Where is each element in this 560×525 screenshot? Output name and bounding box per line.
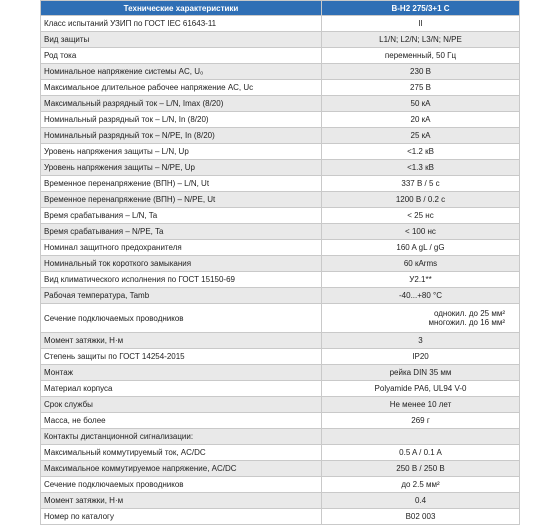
row-value-line2: многожил. до 16 мм²	[428, 318, 505, 327]
row-label: Временное перенапряжение (ВПН) – N/PE, Ut	[41, 192, 322, 208]
row-value: IP20	[322, 349, 520, 365]
row-label: Рабочая температура, Tamb	[41, 288, 322, 304]
table-row	[41, 80, 520, 96]
row-value: рейка DIN 35 мм	[322, 365, 520, 381]
row-value: -40...+80 °С	[322, 288, 520, 304]
row-value: 275 В	[322, 80, 520, 96]
row-label: Максимальное длительное рабочее напряжение AC, Uc	[41, 80, 322, 96]
row-label: Номинал защитного предохранителя	[41, 240, 322, 256]
row-label: Вид защиты	[41, 32, 322, 48]
row-value: 0.4	[322, 493, 520, 509]
row-value: < 100 нс	[322, 224, 520, 240]
row-value: <1.3 кВ	[322, 160, 520, 176]
row-label: Уровень напряжения защиты – L/N, Up	[41, 144, 322, 160]
row-value: < 25 нс	[322, 208, 520, 224]
row-label: Номер по каталогу	[41, 509, 322, 525]
table-row	[41, 509, 520, 525]
table-row	[41, 48, 520, 64]
row-value	[322, 429, 520, 445]
table-header-row	[41, 1, 520, 16]
row-value: В02 003	[322, 509, 520, 525]
row-label: Момент затяжки, Н·м	[41, 493, 322, 509]
table-row	[41, 445, 520, 461]
row-value: 3	[322, 333, 520, 349]
row-value: L1/N; L2/N; L3/N; N/PE	[322, 32, 520, 48]
table-row	[41, 64, 520, 80]
row-value: Polyamide PA6, UL94 V-0	[322, 381, 520, 397]
row-label: Контакты дистанционной сигнализации:	[41, 429, 322, 445]
header-model: В-Н2 275/3+1 С	[322, 1, 520, 16]
row-label: Номинальное напряжение системы AC, U₀	[41, 64, 322, 80]
row-label: Максимальный разрядный ток – L/N, Imax (8/20)	[41, 96, 322, 112]
table-row	[41, 256, 520, 272]
row-value: <1.2 кВ	[322, 144, 520, 160]
row-value: переменный, 50 Гц	[322, 48, 520, 64]
table-row	[41, 304, 520, 333]
table-row	[41, 349, 520, 365]
table-row	[41, 272, 520, 288]
row-value: 269 г	[322, 413, 520, 429]
row-label: Момент затяжки, Н·м	[41, 333, 322, 349]
row-value: Не менее 10 лет	[322, 397, 520, 413]
table-row	[41, 413, 520, 429]
header-characteristics: Технические характеристики	[41, 1, 322, 16]
row-label: Род тока	[41, 48, 322, 64]
row-label: Монтаж	[41, 365, 322, 381]
row-value: 25 кА	[322, 128, 520, 144]
row-value: 230 В	[322, 64, 520, 80]
row-value: 160 A gL / gG	[322, 240, 520, 256]
row-label: Уровень напряжения защиты – N/PE, Up	[41, 160, 322, 176]
row-label: Максимальное коммутируемое напряжение, AC/DC	[41, 461, 322, 477]
table-row	[41, 493, 520, 509]
table-row	[41, 461, 520, 477]
row-label: Номинальный ток короткого замыкания	[41, 256, 322, 272]
table-row	[41, 192, 520, 208]
table-row	[41, 333, 520, 349]
row-label: Временное перенапряжение (ВПН) – L/N, Ut	[41, 176, 322, 192]
table-row	[41, 240, 520, 256]
table-row	[41, 112, 520, 128]
table-row	[41, 96, 520, 112]
row-value: 20 кА	[322, 112, 520, 128]
table-body	[41, 16, 520, 525]
table-row	[41, 397, 520, 413]
table-row	[41, 32, 520, 48]
row-value: 50 кА	[322, 96, 520, 112]
row-label: Сечение подключаемых проводников	[41, 304, 322, 333]
row-label: Степень защиты по ГОСТ 14254-2015	[41, 349, 322, 365]
row-value: до 2.5 мм²	[322, 477, 520, 493]
table-row	[41, 429, 520, 445]
table-row	[41, 176, 520, 192]
row-value: 250 В / 250 В	[322, 461, 520, 477]
row-label: Сечение подключаемых проводников	[41, 477, 322, 493]
table-row	[41, 477, 520, 493]
table-row	[41, 381, 520, 397]
row-value: 337 В / 5 с	[322, 176, 520, 192]
table-row	[41, 224, 520, 240]
row-label: Срок службы	[41, 397, 322, 413]
row-label: Максимальный коммутируемый ток, AC/DC	[41, 445, 322, 461]
row-value: 1200 В / 0.2 с	[322, 192, 520, 208]
row-value: II	[322, 16, 520, 32]
row-label: Номинальный разрядный ток – L/N, In (8/20)	[41, 112, 322, 128]
table-row	[41, 16, 520, 32]
row-value: У2.1**	[322, 272, 520, 288]
row-value	[322, 304, 520, 333]
row-label: Время срабатывания – L/N, Ta	[41, 208, 322, 224]
row-label: Время срабатывания – N/PE, Ta	[41, 224, 322, 240]
table-row	[41, 365, 520, 381]
row-label: Вид климатического исполнения по ГОСТ 15150-69	[41, 272, 322, 288]
row-value: 60 кАrms	[322, 256, 520, 272]
table-row	[41, 288, 520, 304]
row-value: 0.5 A / 0.1 A	[322, 445, 520, 461]
table-row	[41, 144, 520, 160]
row-value-line1: однокил. до 25 мм²	[433, 309, 505, 318]
row-label: Номинальный разрядный ток – N/PE, In (8/20)	[41, 128, 322, 144]
spec-table-container	[40, 0, 519, 525]
table-row	[41, 160, 520, 176]
table-row	[41, 208, 520, 224]
row-label: Материал корпуса	[41, 381, 322, 397]
specifications-table	[40, 0, 520, 525]
row-label: Масса, не более	[41, 413, 322, 429]
row-label: Класс испытаний УЗИП по ГОСТ IEC 61643-11	[41, 16, 322, 32]
table-row	[41, 128, 520, 144]
